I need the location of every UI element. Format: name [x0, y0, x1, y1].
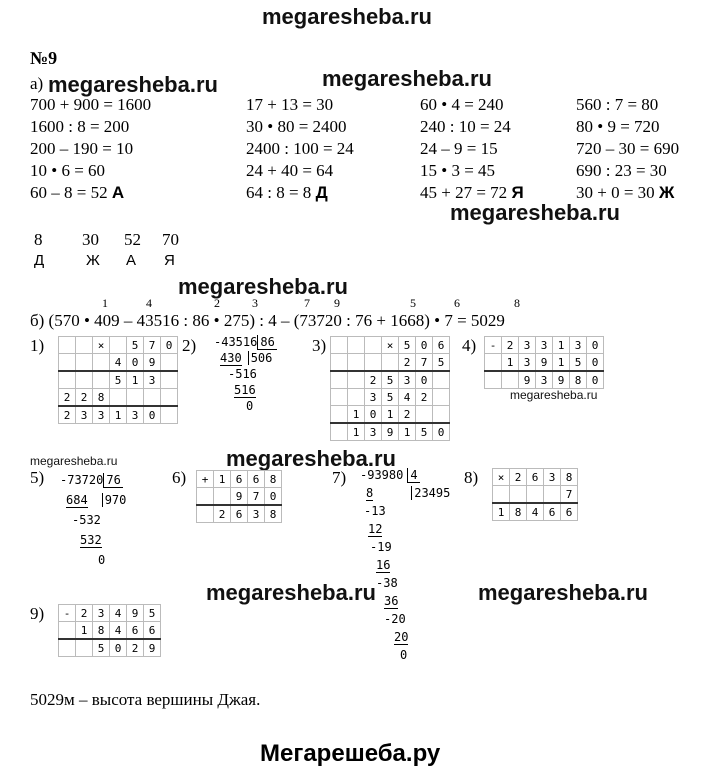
step-label: 4) [462, 336, 477, 355]
equation: 720 – 30 = 690 [576, 139, 680, 158]
watermark-small: megaresheba.ru [30, 454, 118, 468]
answer-letter: Я [511, 183, 524, 202]
equation: 1600 : 8 = 200 [30, 117, 130, 136]
equation: 560 : 7 = 80 [576, 95, 659, 114]
watermark: megaresheba.ru [226, 446, 396, 471]
watermark: megaresheba.ru [322, 66, 492, 91]
watermark: megaresheba.ru [178, 274, 348, 299]
equation: 690 : 23 = 30 [576, 161, 667, 180]
decode-number: 30 [82, 230, 99, 249]
order-mark: 6 [454, 296, 460, 310]
watermark-footer: Мегарешеба.ру [260, 740, 441, 767]
step-label: 1) [30, 336, 45, 355]
long-division-2: -43516 86 430 506 -516 516 0 [214, 335, 275, 413]
decode-letter: Д [34, 252, 45, 269]
calc-subtraction-9: - 2 3 4 9 5 1 8 4 6 6 5 0 2 9 [58, 604, 161, 657]
watermark: megaresheba.ru [206, 580, 376, 605]
calc-multiplication-1: × 5 7 0 4 0 9 5 1 3 2 2 8 2 3 3 1 3 0 [58, 336, 178, 424]
calc-subtraction-4: - 2 3 3 1 3 0 1 3 9 1 5 0 9 3 9 8 0 [484, 336, 604, 389]
decode-number: 52 [124, 230, 141, 249]
order-mark: 5 [410, 296, 416, 310]
task-number: №9 [30, 48, 58, 68]
order-mark: 3 [252, 296, 258, 310]
equation-column [246, 94, 354, 204]
watermark-top: megaresheba.ru [262, 4, 432, 29]
step-label: 2) [182, 336, 197, 355]
long-division-5: -73720 76 684 970 -532 532 0 [60, 473, 127, 567]
order-mark: 7 [304, 296, 310, 310]
equation: 60 • 4 = 240 [420, 95, 504, 114]
order-mark: 1 [102, 296, 108, 310]
step-label: 8) [464, 468, 479, 487]
conclusion: 5029м – высота вершины Джая. [30, 690, 261, 709]
order-mark: 2 [214, 296, 220, 310]
equation: 24 – 9 = 15 [420, 139, 498, 158]
calc-addition-6: + 1 6 6 8 9 7 0 2 6 3 8 [196, 470, 282, 523]
step-label: 9) [30, 604, 45, 623]
equation: 2400 : 100 = 24 [246, 139, 354, 158]
watermark: megaresheba.ru [450, 200, 620, 225]
step-label: 6) [172, 468, 187, 487]
long-division-7: -93980 4 8 23495 -13 12 -19 16 -38 36 -20 20 0 [360, 468, 451, 662]
equation: 10 • 6 = 60 [30, 161, 106, 180]
equation: 200 – 190 = 10 [30, 139, 134, 158]
calc-multiplication-3: × 5 0 6 2 7 5 2 5 3 0 3 5 4 2 1 0 1 2 1 3 9 1 5 0 [330, 336, 450, 441]
equation: 80 • 9 = 720 [576, 117, 660, 136]
equation: 15 • 3 = 45 [420, 161, 496, 180]
equation: 30 + 0 = 30 Ж [576, 183, 675, 202]
order-mark: 9 [334, 296, 340, 310]
equation-column [576, 94, 679, 204]
watermark-small: megaresheba.ru [510, 388, 598, 402]
expression-b: б) (570 • 409 – 43516 : 86 • 275) : 4 – (73720 : 76 + 1668) • 7 = 5029 [30, 311, 505, 330]
watermark: megaresheba.ru [48, 72, 218, 97]
equation-column [420, 94, 524, 204]
equation: 240 : 10 = 24 [420, 117, 511, 136]
answer-letter: А [111, 183, 125, 202]
calc-multiplication-8: × 2 6 3 8 7 1 8 4 6 6 [492, 468, 578, 521]
equation: 45 + 27 = 72 Я [420, 183, 524, 202]
equation: 700 + 900 = 1600 [30, 95, 152, 114]
order-mark: 8 [514, 296, 520, 310]
decode-letter: Я [164, 252, 175, 269]
part-a-label: а) [30, 74, 44, 93]
decode-letter: А [126, 252, 137, 269]
equation-column [30, 94, 151, 204]
decode-number: 8 [34, 230, 43, 249]
equation: 60 – 8 = 52 А [30, 183, 125, 202]
decode-number: 70 [162, 230, 179, 249]
answer-letter: Ж [658, 183, 675, 202]
step-label: 5) [30, 468, 45, 487]
step-label: 3) [312, 336, 327, 355]
watermark: megaresheba.ru [478, 580, 648, 605]
equation: 64 : 8 = 8 Д [246, 183, 328, 202]
decode-letter: Ж [86, 252, 100, 269]
equation: 17 + 13 = 30 [246, 95, 334, 114]
equation: 24 + 40 = 64 [246, 161, 334, 180]
step-label: 7) [332, 468, 347, 487]
equation: 30 • 80 = 2400 [246, 117, 347, 136]
answer-letter: Д [315, 183, 328, 202]
order-mark: 4 [146, 296, 152, 310]
